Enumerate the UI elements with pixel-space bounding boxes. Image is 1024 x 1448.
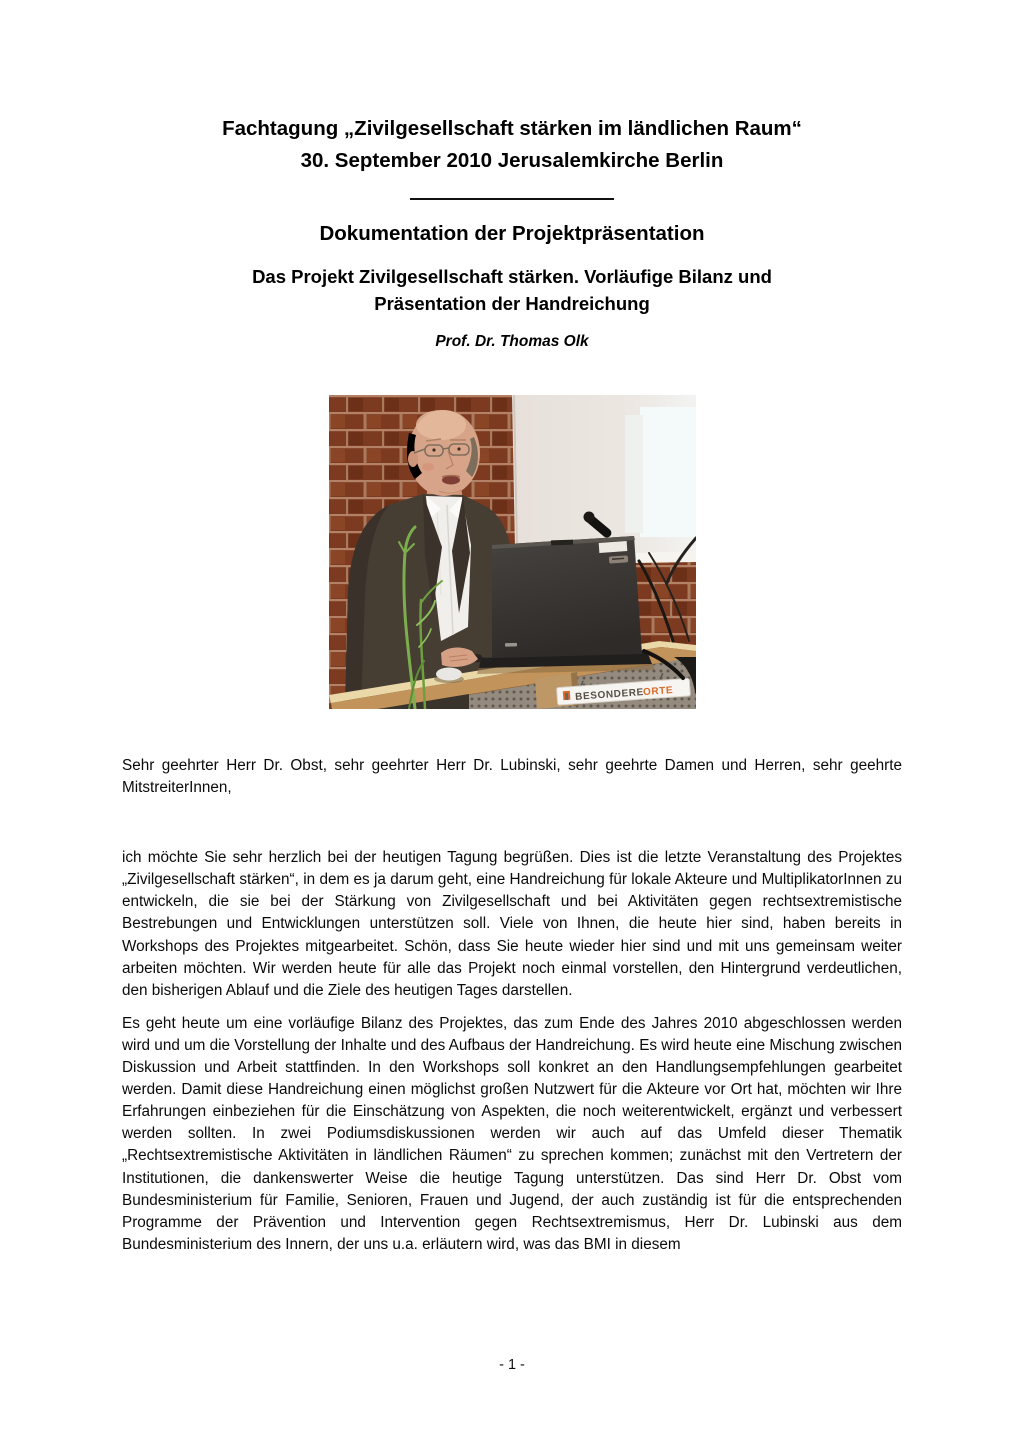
body-paragraph-2: Es geht heute um eine vorläufige Bilanz des Projektes, das zum Ende des Jahres 2010 abgeschlossen werden wird und um die Vorstellung der Inhalte und des Aufbaus der Handreichung. Es wird heute eine Mischung zwischen Diskussion und Arbeit stattfinden. In den Workshops soll konkret an den Handlungsempfehlungen gearbeitet werden. Damit diese Handreichung einen möglichst großen Nutzwert für die Akteure vor Ort hat, möchten wir Ihre Erfahrungen einbeziehen für die Einschätzung von Aspekten, die noch weiterentwickelt, ergänzt und verbessert werden sollten. In zwei Podiumsdiskussionen werden wir auch auf das Umfeld dieser Thematik „Rechtsextremistische Aktivitäten in ländlichen Räumen“ zu sprechen kommen; zunächst mit den Vertretern der Institutionen, die dankenswerter Weise die heutige Tagung unterstützen. Das sind Herr Dr. Obst vom Bundesministerium für Familie, Senioren, Frauen und Jugend, der auch zuständig ist für die entsprechenden Programme der Prävention und Intervention gegen Rechtsextremismus, Herr Dr. Lubinski aus dem Bundesministerium des Innern, der uns u.a. erläutern wird, was das BMI in diesem	[122, 1014, 902, 1253]
doc-heading: Dokumentation der Projektpräsentation	[319, 222, 705, 245]
body-paragraph-1: ich möchte Sie sehr herzlich bei der heutigen Tagung begrüßen. Dies ist die letzte Veranstaltung des Projektes „Zivilgesellschaft stärken“, in dem es ja darum geht, eine Handreichung für lokale Akteure und MultiplikatorInnen zu entwickeln, die sie bei der Stärkung von Zivilgesellschaft und bei Aktivitäten gegen rechtsextremistische Bestrebungen und Entwicklungen unterstützen soll. Viele von Ihnen, die heute hier sind, haben bereits in Workshops des Projektes mitgearbeitet. Schön, dass Sie heute wieder hier sind und mit uns gemeinsam weiter arbeiten möchten. Wir werden heute für alle das Projekt noch einmal vorstellen, den Hintergrund verdeutlichen, den bisherigen Ablauf und die Ziele des heutigen Tages darstellen.	[122, 849, 902, 999]
sign-text-orte: ORTE	[642, 685, 674, 699]
sign-text-besondere: BESONDERE	[574, 687, 644, 703]
subtitle-line-1: Das Projekt Zivilgesellschaft stärken. Vorläufige Bilanz und	[252, 266, 772, 287]
author-name: Prof. Dr. Thomas Olk	[435, 333, 589, 350]
presentation-subtitle	[122, 263, 902, 317]
salutation-paragraph: Sehr geehrter Herr Dr. Obst, sehr geehrter Herr Dr. Lubinski, sehr geehrte Damen und Herren, sehr geehrte MitstreiterInnen,	[122, 757, 902, 797]
title-divider	[410, 198, 614, 200]
title-line-1: Fachtagung „Zivilgesellschaft stärken im ländlichen Raum“	[222, 117, 802, 140]
page-title	[122, 113, 902, 177]
page-content	[122, 0, 902, 1256]
laptop	[477, 536, 655, 674]
page-number: - 1 -	[499, 1357, 525, 1373]
speaker-photo	[329, 395, 696, 709]
title-line-2: 30. September 2010 Jerusalemkirche Berlin	[300, 149, 724, 172]
subtitle-line-2: Präsentation der Handreichung	[374, 293, 650, 314]
